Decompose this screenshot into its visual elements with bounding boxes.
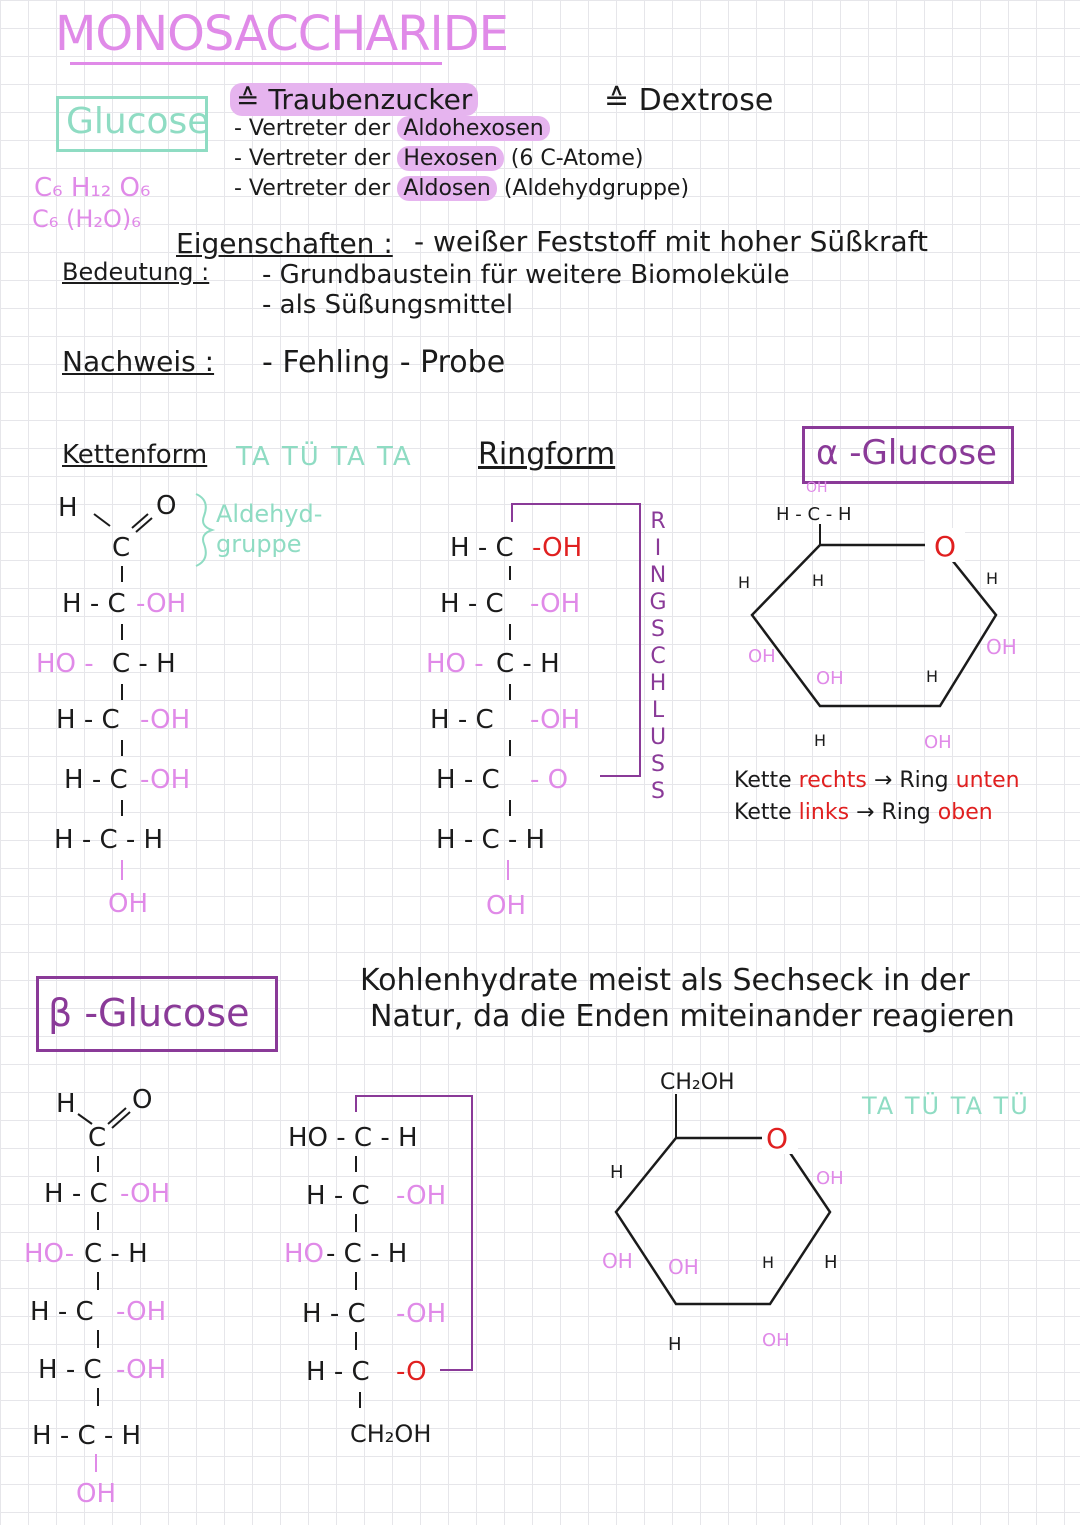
- svg-text:H - C: H - C: [430, 705, 494, 735]
- ringschluss-letter: C: [650, 644, 666, 669]
- svg-text:H - C: H - C: [30, 1297, 94, 1327]
- svg-text:C: C: [112, 533, 131, 563]
- ringschluss-letter: U: [649, 725, 667, 750]
- svg-text:-OH: -OH: [116, 1297, 167, 1327]
- page-title: MONOSACCHARIDE: [55, 6, 508, 62]
- svg-text:- O: - O: [530, 765, 569, 795]
- svg-text:CH₂OH: CH₂OH: [350, 1420, 432, 1448]
- svg-text:OH: OH: [816, 668, 844, 689]
- svg-text:H - C: H - C: [450, 533, 514, 563]
- proof-label: Nachweis :: [62, 345, 215, 378]
- svg-text:O: O: [132, 1085, 153, 1115]
- bullet-aldosen: - Vertreter der Aldosen (Aldehydgruppe): [234, 176, 690, 201]
- svg-text:H: H: [926, 667, 939, 686]
- svg-text:H - C: H - C: [306, 1357, 370, 1387]
- svg-text:OH: OH: [986, 635, 1017, 659]
- svg-text:H - C: H - C: [436, 765, 500, 795]
- meaning-item-2: - als Süßungsmittel: [262, 290, 514, 320]
- chain-form-structure: [36, 491, 212, 919]
- beta-ring-structure: [602, 1094, 844, 1355]
- svg-text:O: O: [934, 530, 957, 563]
- svg-text:OH: OH: [806, 480, 828, 496]
- svg-text:OH: OH: [668, 1255, 699, 1279]
- ring-form-structure: [426, 504, 640, 921]
- svg-text:H: H: [56, 1089, 76, 1119]
- ringschluss-letter: S: [651, 779, 665, 804]
- ring-label: Ringform: [478, 437, 616, 472]
- bullet-aldohexosen: - Vertreter der Aldohexosen: [234, 118, 550, 140]
- svg-text:-OH: -OH: [396, 1299, 447, 1329]
- svg-text:- C - H: - C - H: [326, 1239, 408, 1269]
- svg-text:H: H: [986, 569, 999, 588]
- svg-text:OH: OH: [602, 1249, 633, 1273]
- ringschluss-letter: R: [650, 509, 666, 534]
- svg-text:-OH: -OH: [116, 1355, 167, 1385]
- svg-text:HO - C - H: HO - C - H: [288, 1123, 418, 1153]
- properties-label: Eigenschaften :: [176, 227, 393, 260]
- svg-text:-O: -O: [396, 1357, 427, 1387]
- ringschluss-letter: N: [649, 563, 667, 588]
- svg-text:H: H: [812, 571, 825, 590]
- svg-text:-OH: -OH: [530, 589, 581, 619]
- aldehyde-label-1: Aldehyd-: [216, 500, 323, 528]
- svg-text:H - C: H - C: [62, 589, 126, 619]
- ringschluss-letter: I: [654, 536, 662, 561]
- properties-text: - weißer Feststoff mit hoher Süßkraft: [414, 225, 929, 258]
- alpha-note-1: Kette rechts → Ring unten: [734, 768, 1020, 793]
- svg-text:OH: OH: [762, 1330, 790, 1351]
- svg-text:O: O: [766, 1122, 789, 1155]
- svg-text:-OH: -OH: [532, 533, 583, 563]
- ringschluss-letter: G: [649, 590, 667, 615]
- svg-text:HO: HO: [284, 1239, 325, 1269]
- svg-text:OH: OH: [748, 646, 776, 667]
- proof-text: - Fehling - Probe: [262, 345, 506, 380]
- synonym-dextrose: ≙ Dextrose: [604, 83, 774, 118]
- meaning-label: Bedeutung :: [62, 258, 210, 286]
- nature-note-1: Kohlenhydrate meist als Sechseck in der: [360, 963, 970, 998]
- svg-text:HO-: HO-: [24, 1239, 75, 1269]
- beta-label: β -Glucose: [48, 991, 250, 1035]
- svg-text:OH: OH: [108, 889, 149, 919]
- svg-text:OH: OH: [76, 1479, 117, 1509]
- svg-text:OH: OH: [486, 891, 527, 921]
- svg-text:H: H: [814, 731, 827, 750]
- svg-text:H - C - H: H - C - H: [54, 825, 164, 855]
- svg-text:C - H: C - H: [112, 649, 176, 679]
- ringschluss-letter: S: [651, 752, 665, 777]
- svg-text:OH: OH: [816, 1168, 844, 1189]
- beta-ch2oh-label: CH₂OH: [660, 1070, 735, 1095]
- svg-text:H - C: H - C: [440, 589, 504, 619]
- svg-text:-OH: -OH: [396, 1181, 447, 1211]
- beta-ringform-structure: [284, 1096, 472, 1448]
- svg-text:-OH: -OH: [530, 705, 581, 735]
- svg-text:H - C - H: H - C - H: [32, 1421, 142, 1451]
- glucose-label: Glucose: [66, 101, 210, 142]
- alpha-ring-structure: [738, 480, 1017, 753]
- svg-text:H: H: [824, 1252, 838, 1273]
- formula-1: C₆ H₁₂ O₆: [34, 173, 151, 203]
- ringschluss-letter: L: [651, 698, 665, 723]
- synonym-traubenzucker: ≙ Traubenzucker: [230, 86, 478, 114]
- beta-chain-structure: [24, 1085, 170, 1509]
- meaning-item-1: - Grundbaustein für weitere Biomoleküle: [262, 260, 790, 290]
- alpha-note-2: Kette links → Ring oben: [734, 800, 993, 825]
- beta-mnemonic: TA TÜ TA TÜ: [862, 1092, 1030, 1120]
- svg-text:H: H: [762, 1253, 775, 1272]
- svg-text:H: H: [738, 573, 751, 592]
- svg-text:C - H: C - H: [496, 649, 560, 679]
- bullet-hexosen: - Vertreter der Hexosen (6 C-Atome): [234, 146, 644, 171]
- svg-text:HO -: HO -: [426, 649, 484, 679]
- nature-note-2: Natur, da die Enden miteinander reagieren: [370, 999, 1015, 1034]
- svg-text:H: H: [668, 1334, 682, 1355]
- svg-text:-OH: -OH: [140, 705, 191, 735]
- svg-text:-OH: -OH: [120, 1179, 171, 1209]
- svg-text:HO -: HO -: [36, 649, 94, 679]
- svg-text:-OH: -OH: [140, 765, 191, 795]
- svg-text:-OH: -OH: [136, 589, 187, 619]
- svg-text:H - C: H - C: [302, 1299, 366, 1329]
- ringschluss-letter: S: [651, 617, 665, 642]
- svg-text:H - C: H - C: [44, 1179, 108, 1209]
- chain-mnemonic: TA TÜ TA TA: [236, 442, 413, 472]
- svg-text:C - H: C - H: [84, 1239, 148, 1269]
- svg-text:O: O: [156, 491, 177, 521]
- formula-2: C₆ (H₂O)₆: [32, 205, 141, 233]
- svg-text:H - C: H - C: [306, 1181, 370, 1211]
- alpha-label: α -Glucose: [816, 433, 997, 473]
- svg-text:H: H: [58, 493, 78, 523]
- svg-text:C: C: [88, 1123, 107, 1153]
- svg-text:H - C - H: H - C - H: [436, 825, 546, 855]
- svg-text:H: H: [610, 1162, 624, 1183]
- svg-text:OH: OH: [924, 732, 952, 753]
- ringschluss-letter: H: [649, 671, 667, 696]
- svg-text:H - C: H - C: [38, 1355, 102, 1385]
- aldehyde-label-2: gruppe: [216, 530, 302, 558]
- svg-text:H - C: H - C: [64, 765, 128, 795]
- svg-text:H - C - H: H - C - H: [776, 504, 852, 525]
- chain-label: Kettenform: [62, 440, 208, 470]
- svg-text:H - C: H - C: [56, 705, 120, 735]
